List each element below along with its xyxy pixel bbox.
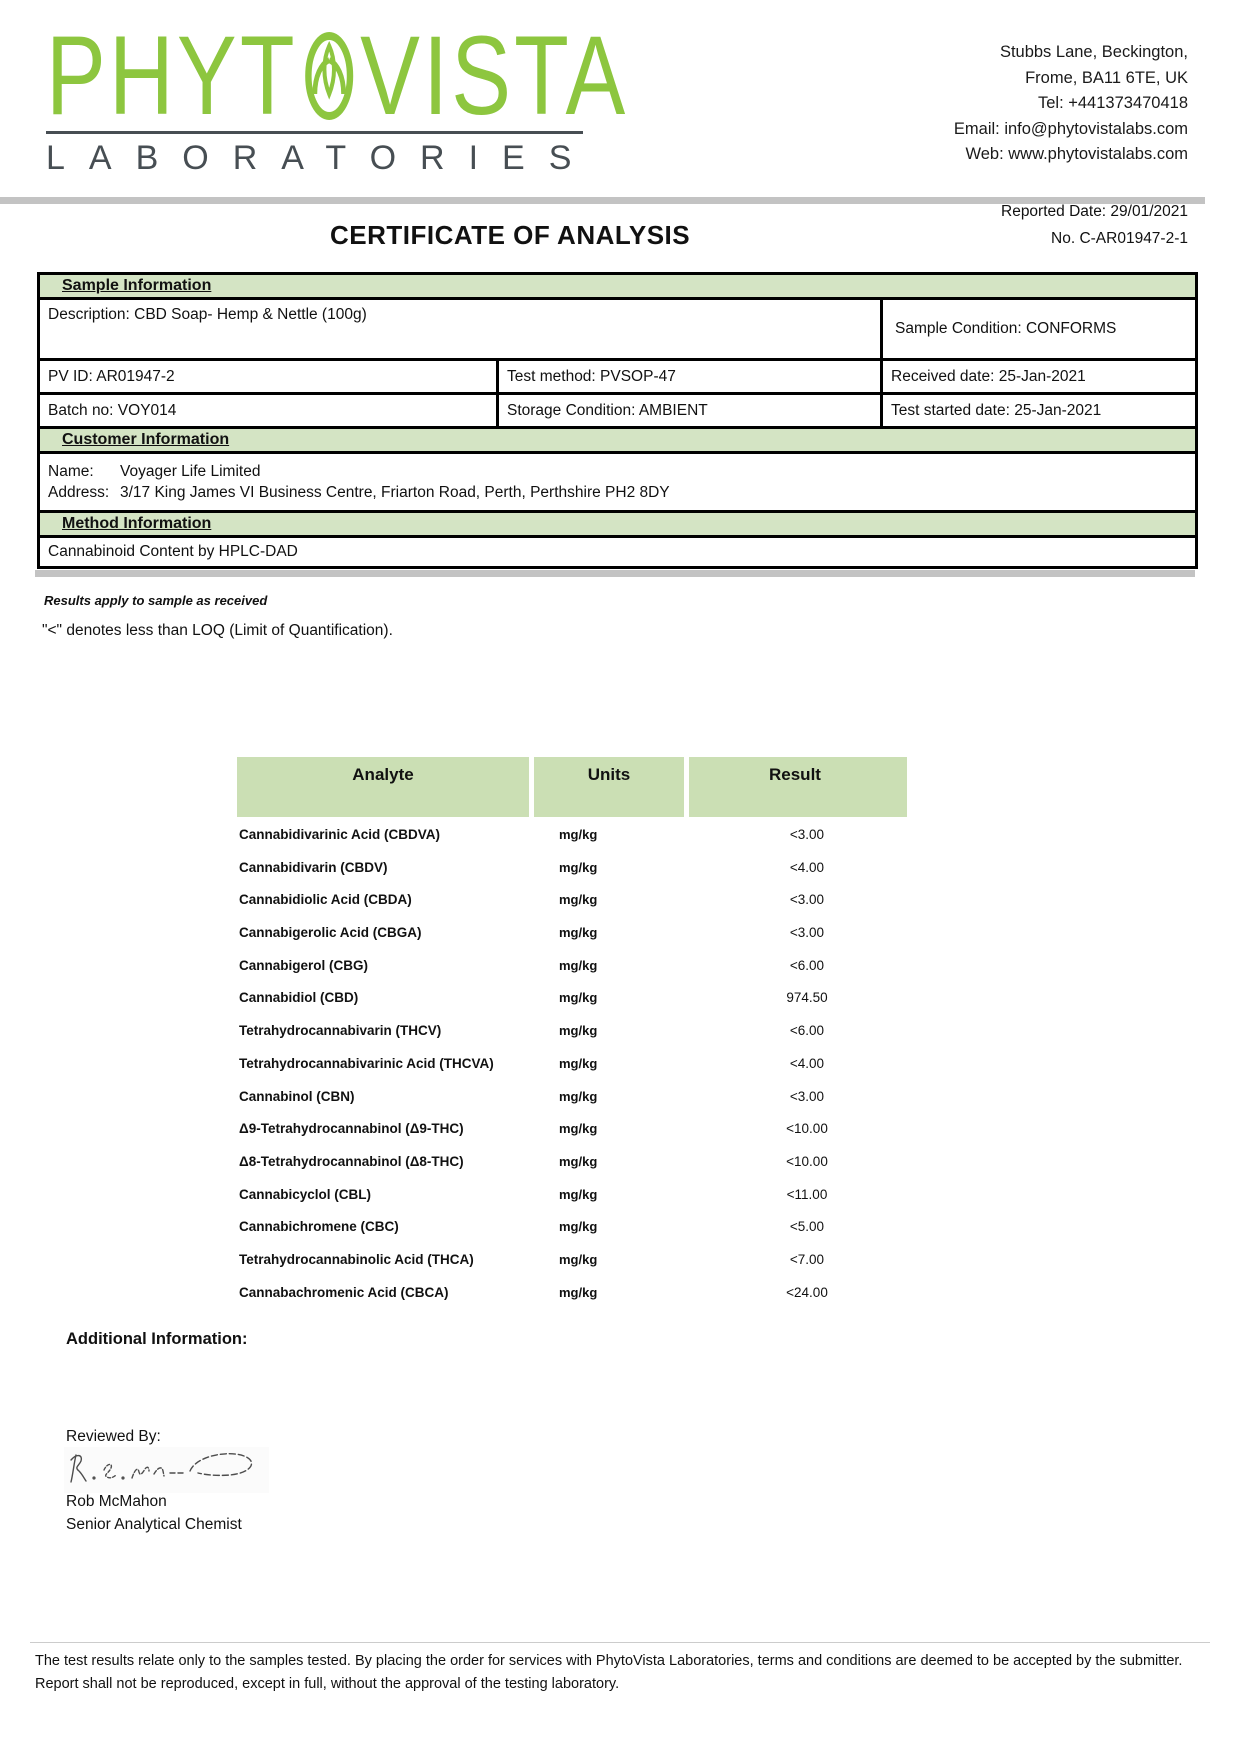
result-value: <3.00 <box>789 1088 825 1104</box>
units-value: mg/kg <box>559 1055 598 1071</box>
result-value: <24.00 <box>786 1284 828 1300</box>
customer-name: Name: Voyager Life Limited <box>48 462 261 480</box>
table-row <box>237 887 907 920</box>
test-method: Test method: PVSOP-47 <box>498 360 882 394</box>
units-value: mg/kg <box>559 1153 598 1169</box>
method-description: Cannabinoid Content by HPLC-DAD <box>39 537 1197 568</box>
customer-details <box>39 453 1197 512</box>
table-row <box>237 920 907 953</box>
analyte-name: Cannabichromene (CBC) <box>239 1219 399 1235</box>
table-row <box>237 855 907 888</box>
additional-information-heading: Additional Information: <box>66 1330 248 1348</box>
analyte-name: Cannabinol (CBN) <box>239 1088 355 1104</box>
units-value: mg/kg <box>559 1023 598 1039</box>
contact-address-2: Frome, BA11 6TE, UK <box>1025 68 1188 87</box>
results-apply-note: Results apply to sample as received <box>44 593 268 608</box>
units-value: mg/kg <box>559 1251 598 1267</box>
units-value: mg/kg <box>559 990 598 1006</box>
lab-contact-info <box>954 40 1188 168</box>
table-row <box>237 1018 907 1051</box>
method-information-header: Method Information <box>39 512 1197 537</box>
received-date: Received date: 25-Jan-2021 <box>882 360 1197 394</box>
results-table-header <box>237 757 907 817</box>
units-value: mg/kg <box>559 1284 598 1300</box>
signature-image <box>64 1447 269 1493</box>
column-header-result: Result <box>689 757 907 817</box>
result-value: 974.50 <box>786 990 828 1006</box>
result-value: <3.00 <box>789 925 825 941</box>
contact-address-1: Stubbs Lane, Beckington, <box>999 43 1188 61</box>
results-table-body <box>237 822 907 1312</box>
sample-information-header: Sample Information <box>39 274 1197 299</box>
result-value: <6.00 <box>789 1023 825 1039</box>
units-value: mg/kg <box>559 1219 598 1235</box>
information-table <box>37 272 1198 569</box>
table-row <box>237 1116 907 1149</box>
sample-description: Description: CBD Soap- Hemp & Nettle (100g) <box>39 299 882 360</box>
footer-divider <box>30 1642 1210 1643</box>
table-row <box>237 1084 907 1117</box>
units-value: mg/kg <box>559 1186 598 1202</box>
result-value: <3.00 <box>789 892 825 908</box>
units-value: mg/kg <box>559 1121 598 1137</box>
units-value: mg/kg <box>559 827 598 842</box>
test-started-date: Test started date: 25-Jan-2021 <box>882 394 1197 428</box>
analyte-name: Tetrahydrocannabivarin (THCV) <box>239 1023 442 1039</box>
result-value: <10.00 <box>786 1153 828 1169</box>
analyte-name: Cannabidiolic Acid (CBDA) <box>239 892 412 908</box>
loq-note: "<" denotes less than LOQ (Limit of Quantification). <box>42 622 393 639</box>
result-value: <5.00 <box>789 1219 825 1235</box>
page-title: CERTIFICATE OF ANALYSIS <box>330 220 691 250</box>
analyte-name: Tetrahydrocannabivarinic Acid (THCVA) <box>239 1055 494 1071</box>
contact-tel: Tel: +441373470418 <box>1037 94 1188 112</box>
table-row <box>237 1214 907 1247</box>
results-table <box>237 757 907 1312</box>
sample-condition: Sample Condition: CONFORMS <box>882 299 1197 360</box>
report-number: No. C-AR01947-2-1 <box>1051 230 1188 247</box>
contact-email: Email: info@phytovistalabs.com <box>953 119 1188 138</box>
phytovista-logo <box>46 13 629 178</box>
column-header-units: Units <box>534 757 684 817</box>
leaf-in-oval-icon <box>303 30 356 122</box>
reported-date: Reported Date: 29/01/2021 <box>1001 203 1188 220</box>
brand-right-text: VISTA <box>360 13 629 138</box>
brand-subtitle: LABORATORIES <box>46 139 596 177</box>
units-value: mg/kg <box>559 859 598 875</box>
table-row <box>237 822 907 855</box>
units-value: mg/kg <box>559 1088 598 1104</box>
table-row <box>237 1149 907 1182</box>
reviewed-by-label: Reviewed By: <box>66 1428 161 1445</box>
units-value: mg/kg <box>559 892 598 908</box>
customer-information-header: Customer Information <box>39 428 1197 453</box>
brand-left-text: PHYT <box>46 13 298 138</box>
analyte-name: Cannabicyclol (CBL) <box>239 1186 372 1202</box>
analyte-name: Cannabigerolic Acid (CBGA) <box>239 925 422 941</box>
result-value: <4.00 <box>789 859 825 875</box>
result-value: <11.00 <box>786 1186 828 1202</box>
column-header-analyte: Analyte <box>237 757 529 817</box>
analyte-name: Cannabigerol (CBG) <box>239 957 369 973</box>
analyte-name: Δ8-Tetrahydrocannabinol (Δ8-THC) <box>239 1153 464 1169</box>
table-row <box>237 1280 907 1313</box>
table-row <box>237 1247 907 1280</box>
analyte-name: Cannabidivarinic Acid (CBDVA) <box>239 827 441 842</box>
analyte-name: Cannabachromenic Acid (CBCA) <box>239 1284 449 1300</box>
footer-disclaimer: The test results relate only to the samples tested. By placing the order for services with PhytoVista Laboratories, terms and conditions are deemed to be accepted by the submitter. Report shall not be reproduced, except in full, without the approval of the testing laboratory. <box>35 1653 1183 1692</box>
result-value: <4.00 <box>789 1055 825 1071</box>
units-value: mg/kg <box>559 957 598 973</box>
table-row <box>237 953 907 986</box>
result-value: <3.00 <box>789 827 825 842</box>
units-value: mg/kg <box>559 925 598 941</box>
result-value: <10.00 <box>786 1121 828 1137</box>
table-row <box>237 985 907 1018</box>
contact-web: Web: www.phytovistalabs.com <box>965 145 1188 163</box>
batch-no: Batch no: VOY014 <box>39 394 498 428</box>
brand-wordmark <box>46 13 629 138</box>
result-value: <6.00 <box>789 957 825 973</box>
customer-address: Address: 3/17 King James VI Business Centre, Friarton Road, Perth, Perthshire PH2 8DY <box>48 483 670 501</box>
storage-condition: Storage Condition: AMBIENT <box>498 394 882 428</box>
analyte-name: Tetrahydrocannabinolic Acid (THCA) <box>239 1251 474 1267</box>
analyte-name: Cannabidivarin (CBDV) <box>239 859 388 875</box>
analyte-name: Cannabidiol (CBD) <box>239 990 359 1006</box>
pv-id: PV ID: AR01947-2 <box>39 360 498 394</box>
analyte-name: Δ9-Tetrahydrocannabinol (Δ9-THC) <box>239 1121 464 1137</box>
section-divider-bar <box>35 570 1195 577</box>
table-row <box>237 1051 907 1084</box>
reviewer-name: Rob McMahon <box>66 1493 167 1510</box>
reviewer-title: Senior Analytical Chemist <box>66 1516 242 1533</box>
result-value: <7.00 <box>789 1251 825 1267</box>
table-row <box>237 1182 907 1215</box>
